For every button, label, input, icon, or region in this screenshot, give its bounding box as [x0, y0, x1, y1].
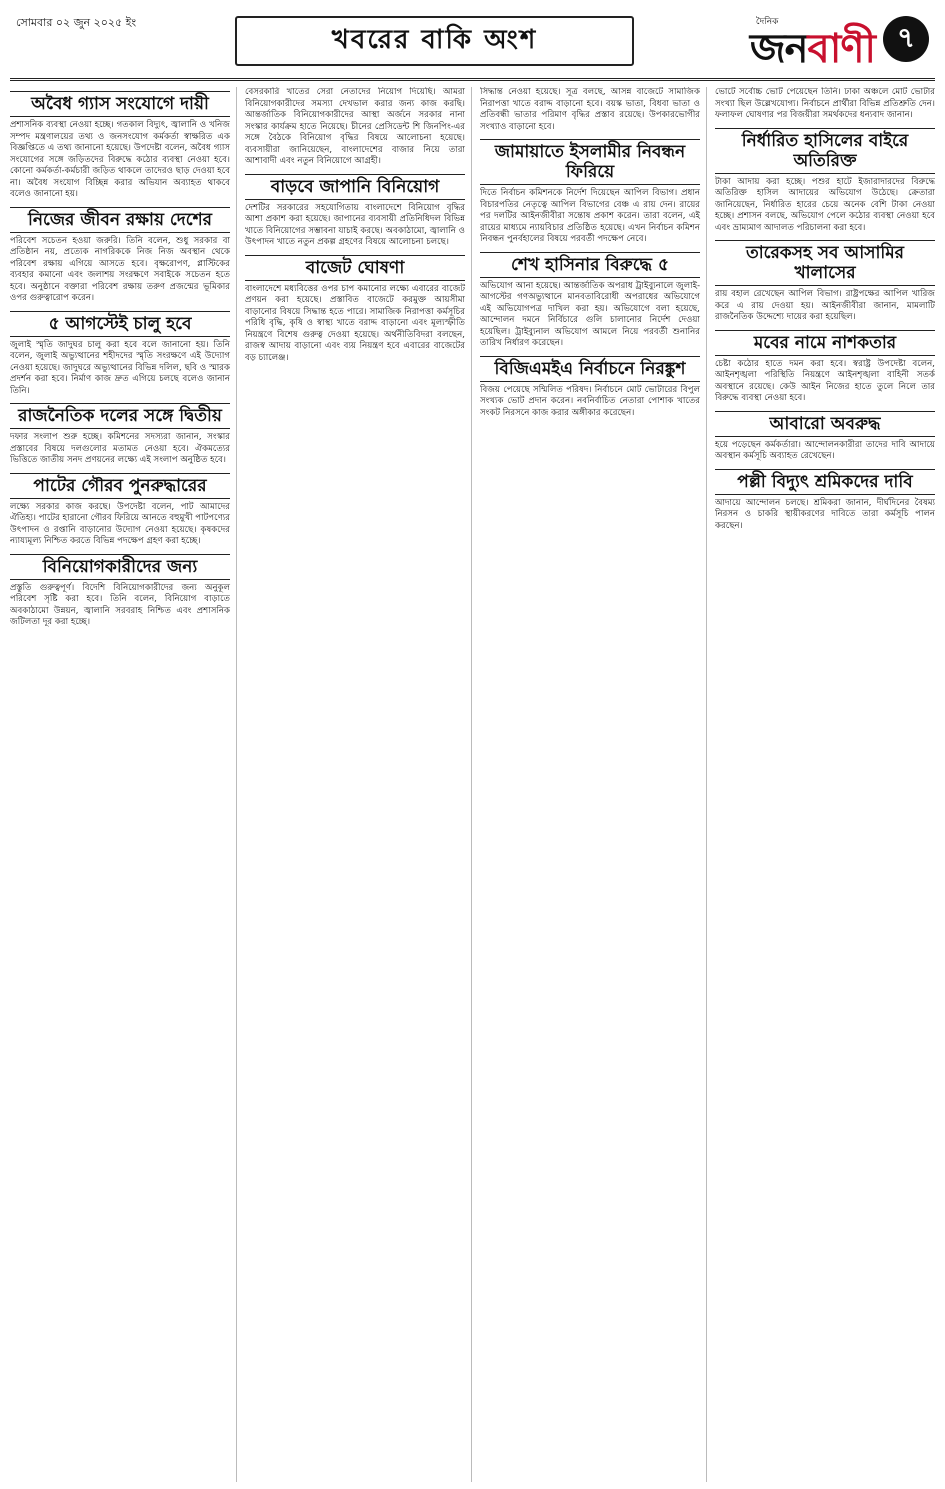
story-body: দেশটির সরকারের সহযোগিতায় বাংলাদেশে বিনিয়োগ বৃদ্ধির আশা প্রকাশ করা হয়েছে। জাপানের ব্যবসায়ী প্রতিনিধিদল বিভিন্ন খাতে বিনিয়োগের সম্ভাবনা যাচাই করছে। অবকাঠামো, জ্বালানি ও উৎপাদন খাতে নতুন প্রকল্প গ্রহণের বিষয়ে আলোচনা চলছে।	[245, 202, 465, 247]
story-body: পরিবেশ সচেতন হওয়া জরুরি। তিনি বলেন, শুধু সরকার বা প্রতিষ্ঠান নয়, প্রত্যেক নাগরিককে নিজ নিজ অবস্থান থেকে পরিবেশ রক্ষায় এগিয়ে আসতে হবে। বৃক্ষরোপণ, প্লাস্টিকের ব্যবহার কমানো এবং জলাশয় সংরক্ষণে সবাইকে সচেতন হতে হবে। অনুষ্ঠানে বক্তারা পরিবেশ রক্ষায় তরুণ প্রজন্মের ভূমিকার ওপর গুরুত্বারোপ করেন।	[10, 235, 230, 303]
story-body: হয়ে পড়েছেন কর্মকর্তারা। আন্দোলনকারীরা তাদের দাবি আদায়ে অবস্থান কর্মসূচি অব্যাহত রেখেছেন।	[715, 439, 935, 461]
story-headline: শেখ হাসিনার বিরুদ্ধে ৫	[480, 252, 700, 278]
story-headline: বিনিয়োগকারীদের জন্য	[10, 554, 230, 580]
story-body: লক্ষ্যে সরকার কাজ করছে। উপদেষ্টা বলেন, পাট আমাদের ঐতিহ্য। পাটের হারানো গৌরব ফিরিয়ে আনতে বহুমুখী পাটপণ্যের উৎপাদন ও রপ্তানি বাড়ানোর উদ্যোগ নেওয়া হয়েছে। কৃষকদের ন্যায্যমূল্য নিশ্চিত করতে বিভিন্ন পদক্ষেপ গ্রহণ করা হচ্ছে।	[10, 501, 230, 546]
story	[715, 411, 935, 463]
column-2	[245, 87, 472, 1482]
story	[715, 469, 935, 533]
story-body: বিজয় পেয়েছে সম্মিলিত পরিষদ। নির্বাচনে মোট ভোটারের বিপুল সংখ্যক ভোট প্রদান করেন। নবনির্বাচিত নেতারা পোশাক খাতের সংকট নিরসনে কাজ করার অঙ্গীকার করেছেন।	[480, 384, 700, 418]
story	[245, 87, 465, 168]
story-headline: পাটের গৌরব পুনরুদ্ধারের	[10, 473, 230, 499]
columns	[10, 87, 935, 1482]
column-1	[10, 87, 237, 1482]
story	[480, 252, 700, 350]
brand-name-part2: বাণী	[807, 26, 875, 72]
story	[245, 174, 465, 249]
story-headline: বিজিএমইএ নির্বাচনে নিরঙ্কুশ	[480, 356, 700, 382]
story-body: অভিযোগ আনা হয়েছে। আন্তর্জাতিক অপরাধ ট্রাইব্যুনালে জুলাই-আগস্টের গণঅভ্যুত্থানে মানবতাবিরোধী অপরাধের অভিযোগে এই অভিযোগপত্র দাখিল করা হয়। অভিযোগে বলা হয়েছে, আন্দোলন দমনে নির্বিচারে গুলি চালানোর নির্দেশ দেওয়া হয়েছিল। ট্রাইব্যুনাল অভিযোগ আমলে নিয়ে পরবর্তী শুনানির তারিখ নির্ধারণ করেছেন।	[480, 280, 700, 348]
issue-date: সোমবার ০২ জুন ২০২৫ ইং	[16, 16, 137, 29]
story	[715, 87, 935, 122]
brand-daily-label: দৈনিক	[755, 17, 779, 27]
story	[10, 207, 230, 305]
story-body: জুলাই স্মৃতি জাদুঘর চালু করা হবে বলে জানানো হয়। তিনি বলেন, জুলাই অভ্যুত্থানের শহীদদের স্মৃতি সংরক্ষণে এই উদ্যোগ নেওয়া হয়েছে। জাদুঘরে অভ্যুত্থানের বিভিন্ন দলিল, ছবি ও স্মারক প্রদর্শন করা হবে। নির্মাণ কাজ দ্রুত এগিয়ে চলছে বলেও জানান তিনি।	[10, 339, 230, 396]
story	[715, 240, 935, 324]
story	[480, 356, 700, 420]
story	[715, 128, 935, 235]
story-body: আদায়ে আন্দোলন চলছে। শ্রমিকরা জানান, দীর্ঘদিনের বৈষম্য নিরসন ও চাকরি স্থায়ীকরণের দাবিতে তারা কর্মসূচি পালন করছেন।	[715, 497, 935, 531]
story	[10, 311, 230, 398]
story-headline: আবারো অবরুদ্ধ	[715, 411, 935, 437]
masthead	[10, 8, 935, 81]
story-headline: অবৈধ গ্যাস সংযোগে দায়ী	[10, 91, 230, 117]
story-headline: বাজেট ঘোষণা	[245, 255, 465, 281]
brand-name-part1: জন	[749, 26, 808, 72]
story-body: বেসরকারি খাতের সেরা নেতাদের নিয়োগ দিয়েছি। আমরা বিনিয়োগকারীদের সমস্যা দেখভাল করার জন্য কাজ করছি। আন্তর্জাতিক বিনিয়োগকারীদের আস্থা অর্জনে সরকার নানা সংস্কার কার্যক্রম হাতে নিয়েছে। চীনের প্রেসিডেন্ট শি জিনপিং-এর সঙ্গে বৈঠকে বিনিয়োগ বৃদ্ধির বিষয়ে আলোচনা হয়েছে। ব্যবসায়ীরা জানিয়েছেন, বাংলাদেশের বাজার নিয়ে তারা আশাবাদী এবং নতুন বিনিয়োগে আগ্রহী।	[245, 87, 465, 166]
story-body: চেষ্টা কঠোর হাতে দমন করা হবে। স্বরাষ্ট্র উপদেষ্টা বলেন, আইনশৃঙ্খলা পরিস্থিতি নিয়ন্ত্রণে আইনশৃঙ্খলা বাহিনী সতর্ক অবস্থানে রয়েছে। কেউ আইন নিজের হাতে তুলে নিলে তার বিরুদ্ধে ব্যবস্থা নেওয়া হবে।	[715, 358, 935, 403]
story-body: বাংলাদেশে মধ্যবিত্তের ওপর চাপ কমানোর লক্ষ্যে এবারের বাজেট প্রণয়ন করা হয়েছে। প্রস্তাবিত বাজেটে করমুক্ত আয়সীমা বাড়ানোর বিষয়ে সিদ্ধান্ত হতে পারে। সামাজিক নিরাপত্তা কর্মসূচির পরিধি বৃদ্ধি, কৃষি ও স্বাস্থ্য খাতে বরাদ্দ বাড়ানো এবং মূল্যস্ফীতি নিয়ন্ত্রণে বিশেষ গুরুত্ব দেওয়া হয়েছে। অর্থনীতিবিদরা বলছেন, রাজস্ব আদায় বাড়ানো এবং ব্যয় নিয়ন্ত্রণ হবে এবারের বাজেটের বড় চ্যালেঞ্জ।	[245, 283, 465, 363]
story-headline: বাড়বে জাপানি বিনিয়োগ	[245, 174, 465, 200]
story-body: দিতে নির্বাচন কমিশনকে নির্দেশ দিয়েছেন আপিল বিভাগ। প্রধান বিচারপতির নেতৃত্বে আপিল বিভাগের বেঞ্চ এ রায় দেন। রায়ের পর দলটির আইনজীবীরা সন্তোষ প্রকাশ করেন। তারা বলেন, এই রায়ের মাধ্যমে ন্যায়বিচার প্রতিষ্ঠিত হয়েছে। এখন নির্বাচন কমিশন নিবন্ধন পুনর্বহালের বিষয়ে পরবর্তী পদক্ষেপ নেবে।	[480, 188, 700, 244]
story	[480, 139, 700, 246]
story-body: ভোটে সর্বোচ্চ ভোট পেয়েছেন তিনি। ঢাকা অঞ্চলে মোট ভোটার সংখ্যা ছিল উল্লেখযোগ্য। নির্বাচনে প্রার্থীরা বিভিন্ন প্রতিশ্রুতি দেন। ফলাফল ঘোষণার পর বিজয়ীরা সমর্থকদের ধন্যবাদ জানান।	[715, 87, 935, 120]
page-number: ৭	[883, 16, 929, 62]
story-headline: মবের নামে নাশকতার	[715, 330, 935, 356]
story-headline: নিজের জীবন রক্ষায় দেশের	[10, 207, 230, 233]
brand-logo	[749, 14, 875, 72]
story	[480, 87, 700, 133]
story-headline: পল্লী বিদ্যুৎ শ্রমিকদের দাবি	[715, 469, 935, 495]
story-body: সিদ্ধান্ত নেওয়া হয়েছে। সূত্র বলছে, আসন্ন বাজেটে সামাজিক নিরাপত্তা খাতে বরাদ্দ বাড়ানো হবে। বয়স্ক ভাতা, বিধবা ভাতা ও প্রতিবন্ধী ভাতার পরিমাণ বৃদ্ধির প্রস্তাব রয়েছে। উপকারভোগীর সংখ্যাও বাড়ানো হবে।	[480, 87, 700, 132]
story	[10, 554, 230, 629]
column-3	[480, 87, 707, 1482]
story	[10, 473, 230, 548]
brand-name	[750, 26, 875, 72]
story-headline: ৫ আগস্টেই চালু হবে	[10, 311, 230, 337]
story-body: দফার সংলাপ শুরু হচ্ছে। কমিশনের সদস্যরা জানান, সংস্কার প্রস্তাবের বিষয়ে দলগুলোর মতামত নেওয়া হবে। ঐকমত্যের ভিত্তিতে জাতীয় সনদ প্রণয়নের লক্ষ্যে এই সংলাপ অনুষ্ঠিত হবে।	[10, 432, 230, 465]
story-headline: রাজনৈতিক দলের সঙ্গে দ্বিতীয়	[10, 403, 230, 429]
story-body: টাকা আদায় করা হচ্ছে। পশুর হাটে ইজারাদারদের বিরুদ্ধে অতিরিক্ত হাসিল আদায়ের অভিযোগ উঠেছে। ক্রেতারা জানিয়েছেন, নির্ধারিত হারের চেয়ে অনেক বেশি টাকা নেওয়া হচ্ছে। প্রশাসন বলছে, অভিযোগ পেলে কঠোর ব্যবস্থা নেওয়া হবে এবং ভ্রাম্যমাণ আদালত পরিচালনা করা হবে।	[715, 176, 935, 233]
section-title: খবরের বাকি অংশ	[235, 16, 634, 66]
story-body: রায় বহাল রেখেছেন আপিল বিভাগ। রাষ্ট্রপক্ষের আপিল খারিজ করে এ রায় দেওয়া হয়। আইনজীবীরা জানান, মামলাটি রাজনৈতিক উদ্দেশ্যে দায়ের করা হয়েছিল।	[715, 289, 935, 322]
story-body: প্রশাসনিক ব্যবস্থা নেওয়া হচ্ছে। গতকাল বিদ্যুৎ, জ্বালানি ও খনিজ সম্পদ মন্ত্রণালয়ের তথ্য ও জনসংযোগ কর্মকর্তা স্বাক্ষরিত এক বিজ্ঞপ্তিতে এ তথ্য জানানো হয়েছে। উপদেষ্টা বলেন, অবৈধ গ্যাস সংযোগের সঙ্গে জড়িতদের বিরুদ্ধে কঠোর ব্যবস্থা নেওয়া হবে। কোনো কর্মকর্তা-কর্মচারী জড়িত থাকলে তাদেরও ছাড় দেওয়া হবে না। অবৈধ সংযোগ বিচ্ছিন্ন করার অভিযান অব্যাহত থাকবে বলেও জানানো হয়।	[10, 120, 230, 199]
story-headline: তারেকসহ সব আসামির খালাসের	[715, 240, 935, 286]
story	[245, 255, 465, 365]
story-headline: নির্ধারিত হাসিলের বাইরে অতিরিক্ত	[715, 128, 935, 174]
story	[715, 330, 935, 405]
story	[10, 403, 230, 467]
story-body: প্রস্তুতি গুরুত্বপূর্ণ। বিদেশি বিনিয়োগকারীদের জন্য অনুকূল পরিবেশ সৃষ্টি করা হবে। তিনি বলেন, বিনিয়োগ বাড়াতে অবকাঠামো উন্নয়ন, জ্বালানি সরবরাহ নিশ্চিত এবং প্রশাসনিক জটিলতা দূর করা হচ্ছে।	[10, 582, 230, 627]
story	[10, 91, 230, 201]
column-4	[715, 87, 935, 1482]
story-headline: জামায়াতে ইসলামীর নিবন্ধন ফিরিয়ে	[480, 139, 700, 185]
